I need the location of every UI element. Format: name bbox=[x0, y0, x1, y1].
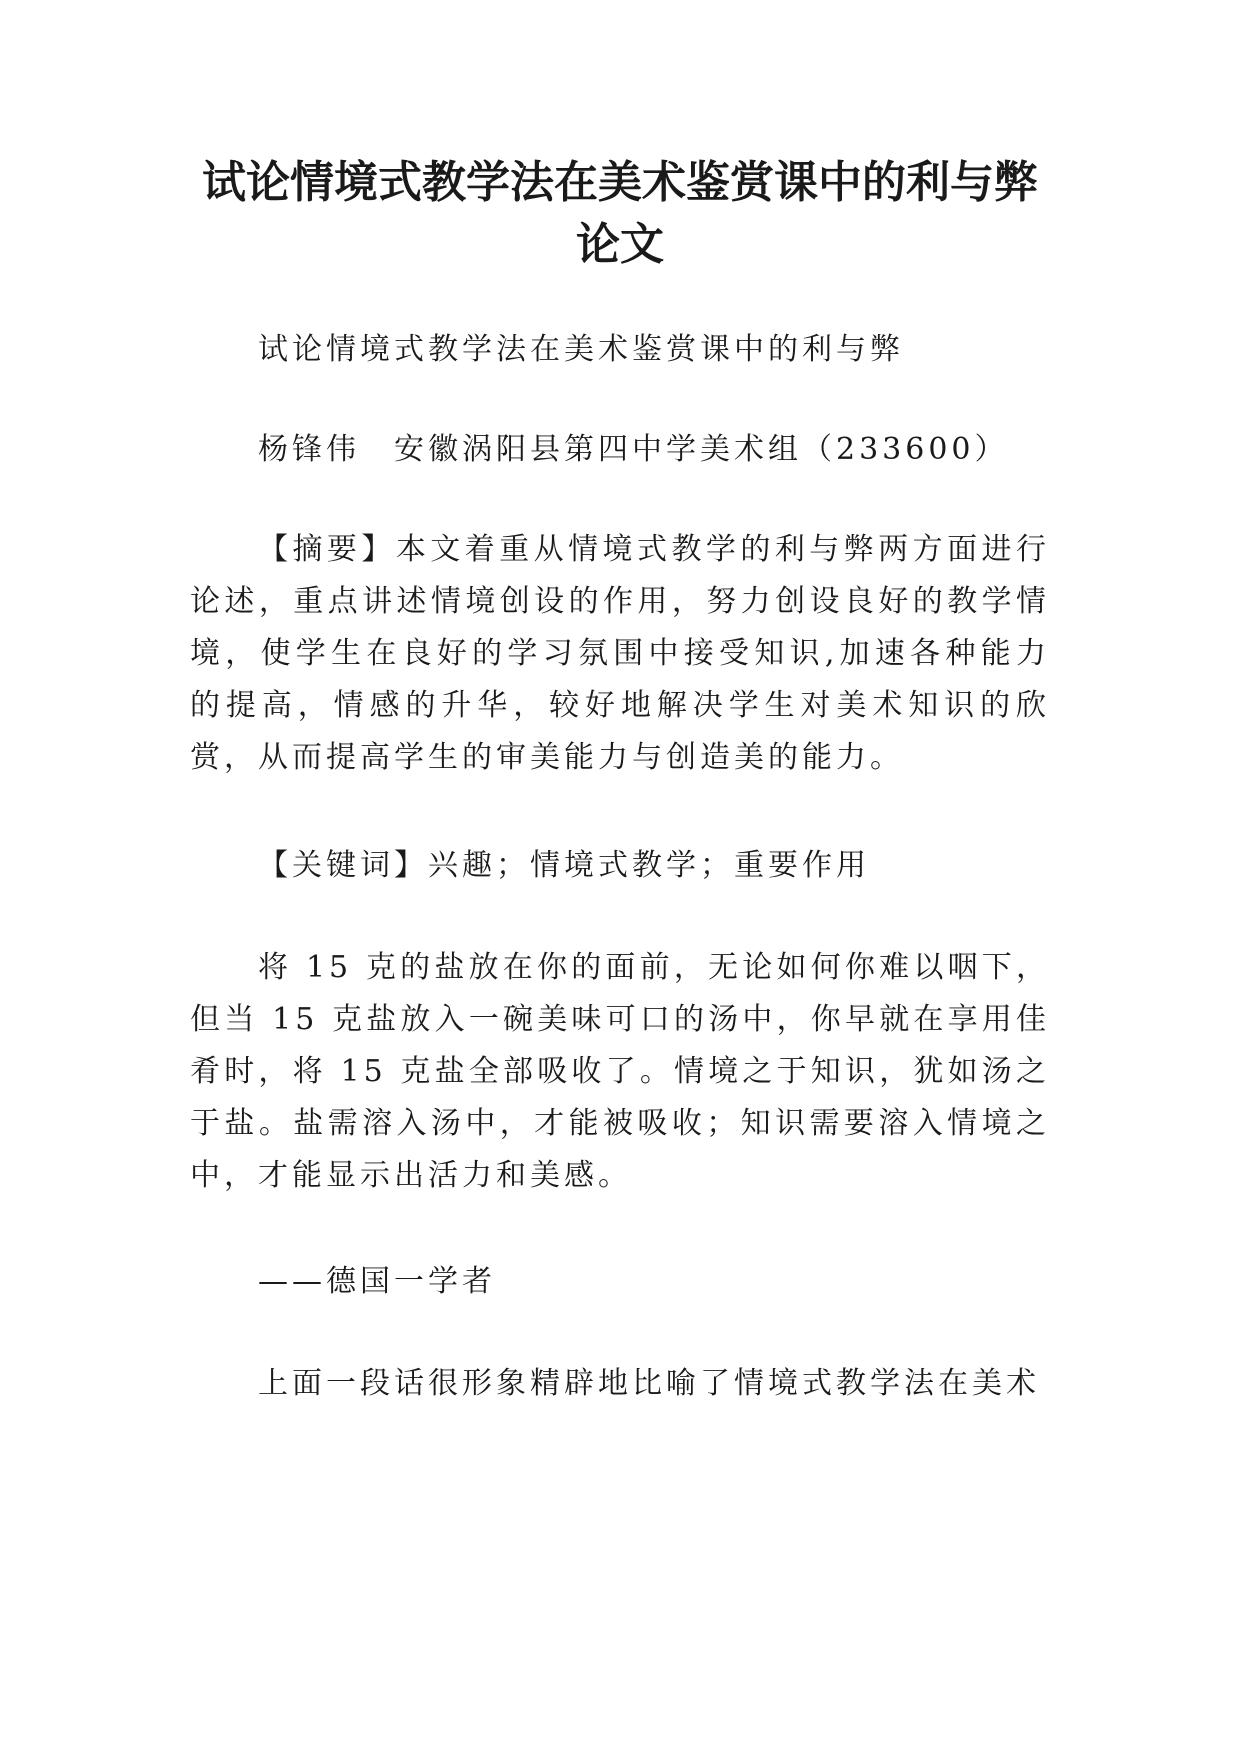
author-line: 杨锋伟 安徽涡阳县第四中学美术组（233600） bbox=[258, 432, 1009, 467]
quote-source: ——德国一学者 bbox=[258, 1264, 496, 1299]
keywords-line: 【关键词】兴趣；情境式教学；重要作用 bbox=[258, 848, 870, 883]
paper-subtitle: 试论情境式教学法在美术鉴赏课中的利与弊 bbox=[258, 332, 904, 367]
abstract-paragraph: 【摘要】本文着重从情境式教学的利与弊两方面进行论述，重点讲述情境创设的作用，努力创设良好的教学情境，使学生在良好的学习氛围中接受知识,加速各种能力的提高，情感的升华，较好地解决学生对美术知识的欣赏，从而提高学生的审美能力与创造美的能力。 bbox=[190, 532, 1050, 775]
document-title: 试论情境式教学法在美术鉴赏课中的利与弊论文 bbox=[202, 157, 1038, 270]
body-paragraph-start: 上面一段话很形象精辟地比喻了情境式教学法在美术 bbox=[258, 1366, 1040, 1401]
quote-paragraph: 将 15 克的盐放在你的面前，无论如何你难以咽下，但当 15 克盐放入一碗美味可口的汤中，你早就在享用佳肴时，将 15 克盐全部吸收了。情境之于知识，犹如汤之于盐。盐需溶入汤中，才能被吸收；知识需要溶入情境之中，才能显示出活力和美感。 bbox=[190, 950, 1050, 1193]
